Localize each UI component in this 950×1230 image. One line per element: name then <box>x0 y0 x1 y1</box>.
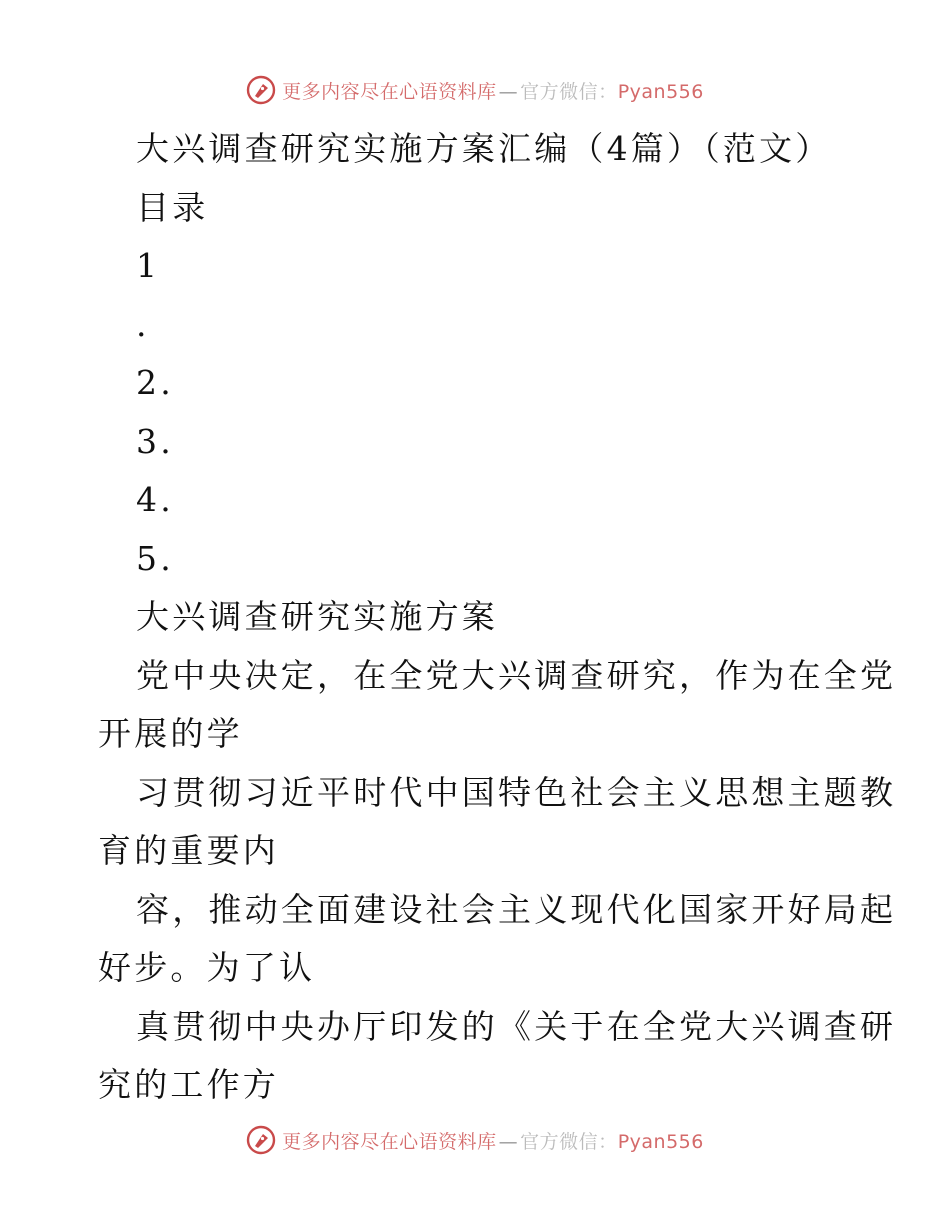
toc-item: 2. <box>136 363 174 402</box>
paragraph-line: 开展的学 <box>98 714 243 753</box>
toc-item: 5. <box>136 538 174 578</box>
toc-item: 3. <box>136 421 174 461</box>
document-body <box>98 120 897 1115</box>
watermark-brand: 更多内容尽在心语资料库 <box>282 1130 497 1153</box>
watermark-label: 官方微信： <box>520 80 618 103</box>
footer-watermark <box>0 1122 950 1158</box>
toc-list <box>98 237 858 588</box>
paragraph-line: 党中央决定，在全党大兴调查研究，作为在全党 <box>136 655 897 695</box>
watermark-dash: — <box>498 1130 519 1153</box>
watermark-id: Pyan556 <box>617 80 704 103</box>
watermark-id: Pyan556 <box>617 1130 704 1153</box>
toc-heading: 目录 <box>136 187 209 227</box>
toc-item: 4. <box>136 480 174 519</box>
document-title: 大兴调查研究实施方案汇编（4篇）（范文） <box>136 129 832 168</box>
paragraph-line: 育的重要内 <box>98 831 279 870</box>
watermark-text <box>282 77 704 104</box>
toc-item: . <box>136 304 150 344</box>
watermark-dash: — <box>498 80 519 103</box>
watermark-text <box>282 1127 704 1154</box>
header-watermark <box>0 72 950 108</box>
paragraph-line: 好步。为了认 <box>98 948 316 987</box>
watermark-brand: 更多内容尽在心语资料库 <box>282 80 497 103</box>
section-heading: 大兴调查研究实施方案 <box>136 597 498 636</box>
paragraph-line: 究的工作方 <box>98 1065 279 1104</box>
paragraph-line: 真贯彻中央办厅印发的《关于在全党大兴调查研 <box>136 1006 897 1046</box>
body-paragraph <box>98 647 897 1115</box>
pen-nib-icon <box>246 1125 276 1155</box>
paragraph-line: 容，推动全面建设社会主义现代化国家开好局起 <box>136 889 897 929</box>
pen-nib-icon <box>246 75 276 105</box>
paragraph-line: 习贯彻习近平时代中国特色社会主义思想主题教 <box>136 772 897 812</box>
toc-item: 1 <box>136 246 161 285</box>
watermark-label: 官方微信： <box>520 1130 618 1153</box>
